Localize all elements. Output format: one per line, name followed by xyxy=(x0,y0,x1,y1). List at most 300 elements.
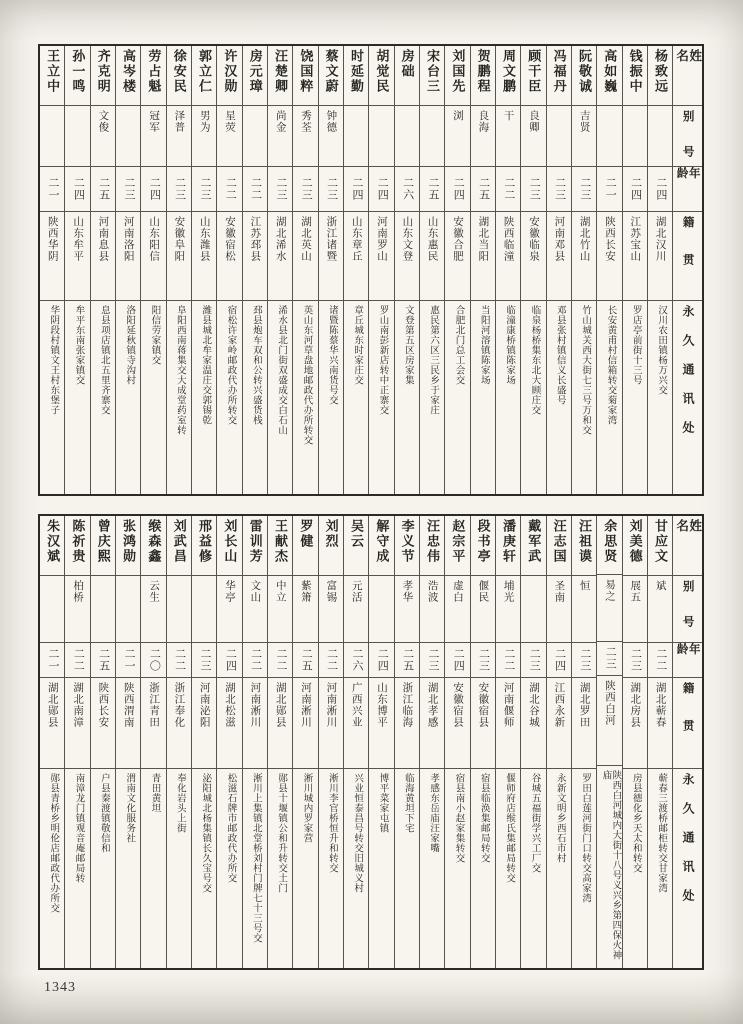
person-age: 二二 xyxy=(167,643,191,678)
person-alias: 泽普 xyxy=(167,106,191,167)
person-age: 二二 xyxy=(319,643,343,678)
person-address: 宿县临涣集邮局转交 xyxy=(478,773,489,863)
person-age: 二三 xyxy=(293,167,317,212)
person-age: 二二 xyxy=(243,167,267,212)
person-column xyxy=(115,46,140,494)
person-name: 解守成 xyxy=(369,516,393,576)
header-address-label: 永久通讯处 xyxy=(680,773,695,918)
person-alias: 干 xyxy=(496,106,520,167)
person-origin: 陕西白河 xyxy=(597,676,621,766)
person-alias xyxy=(116,576,140,643)
person-name: 潘庚轩 xyxy=(496,516,520,576)
person-alias: 文山 xyxy=(243,576,267,643)
person-alias: 云生 xyxy=(141,576,165,643)
person-address: 房县德化乡天太和转交 xyxy=(630,773,641,873)
person-name: 曾庆熙 xyxy=(91,516,115,576)
person-origin: 湖北当阳 xyxy=(471,212,495,301)
person-alias: 良海 xyxy=(471,106,495,167)
person-alias: 浏 xyxy=(445,106,469,167)
person-name: 贺鹏程 xyxy=(471,46,495,106)
person-origin: 湖北英山 xyxy=(293,212,317,301)
person-age: 二三 xyxy=(623,643,647,678)
header-name-label: 姓 名 xyxy=(673,46,702,106)
person-age: 二二 xyxy=(243,643,267,678)
person-alias: 柏桥 xyxy=(65,576,89,643)
person-column xyxy=(140,46,165,494)
person-column xyxy=(546,46,571,494)
person-name: 刘美德 xyxy=(623,516,647,576)
person-address: 奉化岩头上街 xyxy=(174,773,185,833)
person-alias: 恒 xyxy=(572,576,596,643)
person-column xyxy=(622,516,647,968)
person-age: 二三 xyxy=(116,167,140,212)
person-address: 罗山南彭新店转中正寨交 xyxy=(377,305,388,415)
person-name: 雷训芳 xyxy=(243,516,267,576)
person-alias xyxy=(395,106,419,167)
person-origin: 湖北南漳 xyxy=(65,678,89,769)
person-address: 诸暨陈蔡华兴南货号交 xyxy=(326,305,337,405)
person-address: 松滋石牌市邮政代办所交 xyxy=(225,773,236,883)
person-name: 徐安民 xyxy=(167,46,191,106)
person-column xyxy=(90,516,115,968)
person-name: 饶国粹 xyxy=(293,46,317,106)
person-origin: 山东阳信 xyxy=(141,212,165,301)
person-name: 许汉勋 xyxy=(217,46,241,106)
person-name: 钱振中 xyxy=(623,46,647,106)
person-address: 淅川城内罗家营 xyxy=(301,773,312,843)
person-address: 偃师府店缑氏集邮局转交 xyxy=(504,773,515,883)
person-address: 南漳龙门镇观音庵邮局转 xyxy=(73,773,84,883)
person-address: 临潼康桥镇陈家场 xyxy=(504,305,515,385)
person-address: 淅川李官桥恒升和转交 xyxy=(326,773,337,873)
person-origin: 陕西长安 xyxy=(91,678,115,769)
person-column xyxy=(419,46,444,494)
directory-table-top xyxy=(38,44,704,496)
person-column xyxy=(40,516,64,968)
person-origin: 湖北浠水 xyxy=(268,212,292,301)
person-age: 二三 xyxy=(319,167,343,212)
person-name: 陈祈贵 xyxy=(65,516,89,576)
header-age-label: 年 龄 xyxy=(673,167,702,212)
person-alias: 吉贤 xyxy=(572,106,596,167)
row-header-column xyxy=(672,516,702,968)
person-origin: 山东博平 xyxy=(369,678,393,769)
person-alias xyxy=(369,106,393,167)
person-column xyxy=(318,46,343,494)
person-origin: 湖北孝感 xyxy=(420,678,444,769)
person-name: 汪忠伟 xyxy=(420,516,444,576)
person-age: 二四 xyxy=(623,167,647,212)
person-name: 齐克明 xyxy=(91,46,115,106)
person-address: 当阳河溶镇陈家场 xyxy=(478,305,489,385)
person-column xyxy=(191,516,216,968)
person-column xyxy=(419,516,444,968)
person-address: 兴业恒泰昌号转交旧城义村 xyxy=(352,773,363,893)
person-origin: 湖北罗田 xyxy=(572,678,596,769)
person-age: 二五 xyxy=(395,643,419,678)
person-name: 吴云 xyxy=(344,516,368,576)
person-origin: 陕西渭南 xyxy=(116,678,140,769)
person-age: 二一 xyxy=(40,643,64,678)
person-origin: 江苏邳县 xyxy=(243,212,267,301)
person-age: 二三 xyxy=(268,167,292,212)
person-column xyxy=(115,516,140,968)
person-age: 二四 xyxy=(648,167,672,212)
person-age: 二三 xyxy=(572,643,596,678)
person-column xyxy=(318,516,343,968)
header-alias-label: 别 号 xyxy=(673,576,702,643)
person-alias: 埔光 xyxy=(496,576,520,643)
person-age: 二四 xyxy=(369,167,393,212)
person-origin: 湖北蕲春 xyxy=(648,678,672,769)
person-name: 汪志国 xyxy=(547,516,571,576)
person-origin: 山东章丘 xyxy=(344,212,368,301)
person-age: 二四 xyxy=(344,167,368,212)
person-origin: 陕西临潼 xyxy=(496,212,520,301)
person-age: 二二 xyxy=(65,643,89,678)
person-origin: 河南邓县 xyxy=(547,212,571,301)
person-origin: 河南洛阳 xyxy=(116,212,140,301)
person-column xyxy=(216,516,241,968)
person-age: 二三 xyxy=(572,167,596,212)
person-column xyxy=(596,516,621,968)
header-origin-label: 籍 贯 xyxy=(673,678,702,769)
person-name: 刘烈 xyxy=(319,516,343,576)
person-age: 二六 xyxy=(395,167,419,212)
person-age: 二三 xyxy=(192,643,216,678)
person-alias xyxy=(192,576,216,643)
person-origin: 湖北竹山 xyxy=(572,212,596,301)
person-age: 二二 xyxy=(496,167,520,212)
person-name: 张鸿勋 xyxy=(116,516,140,576)
person-address: 泌阳城北杨集镇长久宝号交 xyxy=(200,773,211,893)
person-column xyxy=(242,46,267,494)
person-name: 胡觉民 xyxy=(369,46,393,106)
person-origin: 河南偃师 xyxy=(496,678,520,769)
person-age: 二六 xyxy=(344,643,368,678)
person-alias xyxy=(116,106,140,167)
person-column xyxy=(571,516,596,968)
person-address: 永新文明乡西石市村 xyxy=(554,773,565,863)
person-column xyxy=(140,516,165,968)
person-name: 王立中 xyxy=(40,46,64,106)
person-address: 临泉杨桥集东北大顾庄交 xyxy=(529,305,540,415)
person-age: 二三 xyxy=(521,643,545,678)
person-alias: 元活 xyxy=(344,576,368,643)
header-origin-label: 籍 贯 xyxy=(673,212,702,301)
person-origin: 湖北松滋 xyxy=(217,678,241,769)
person-column xyxy=(90,46,115,494)
person-age: 二三 xyxy=(547,167,571,212)
person-age: 二二 xyxy=(217,167,241,212)
person-alias xyxy=(648,106,672,167)
person-name: 劳占魁 xyxy=(141,46,165,106)
person-name: 房础 xyxy=(395,46,419,106)
person-column xyxy=(394,46,419,494)
person-alias: 尚金 xyxy=(268,106,292,167)
person-address: 青田黄坦 xyxy=(149,773,160,813)
person-address: 息县项店镇北五里齐寨交 xyxy=(98,305,109,415)
person-name: 余思贤 xyxy=(597,516,621,575)
person-alias: 中立 xyxy=(268,576,292,643)
person-address: 文登第五区房家集 xyxy=(402,305,413,385)
person-alias: 钟德 xyxy=(319,106,343,167)
person-alias xyxy=(623,106,647,167)
person-age: 二一 xyxy=(116,643,140,678)
person-origin: 山东文登 xyxy=(395,212,419,301)
person-column xyxy=(546,516,571,968)
person-address: 竹山城关西大街七三号万和交 xyxy=(580,305,591,435)
person-origin: 安徽临泉 xyxy=(521,212,545,301)
person-address: 罗田白莲河街门口转交高家湾 xyxy=(580,773,591,903)
person-age: 二三 xyxy=(167,167,191,212)
person-address: 洛阳延秋镇寺沟村 xyxy=(124,305,135,385)
person-column xyxy=(520,46,545,494)
person-age: 二四 xyxy=(547,643,571,678)
person-address: 阳信劳家镇交 xyxy=(149,305,160,365)
page-number: 1343 xyxy=(44,980,76,995)
person-column xyxy=(394,516,419,968)
person-name: 李义节 xyxy=(395,516,419,576)
person-alias: 文俊 xyxy=(91,106,115,167)
person-column xyxy=(495,516,520,968)
person-name: 顾干臣 xyxy=(521,46,545,106)
person-name: 周文鹏 xyxy=(496,46,520,106)
person-origin: 湖北汉川 xyxy=(648,212,672,301)
person-origin: 山东潍县 xyxy=(192,212,216,301)
person-origin: 陕西长安 xyxy=(597,212,621,301)
person-origin: 湖北郧县 xyxy=(40,678,64,769)
person-alias xyxy=(344,106,368,167)
person-column xyxy=(647,46,672,494)
person-origin: 河南泌阳 xyxy=(192,678,216,769)
person-address: 蕲春三渡桥邮柜转交甘家湾 xyxy=(656,773,667,893)
person-name: 段书亭 xyxy=(471,516,495,576)
person-name: 戴军武 xyxy=(521,516,545,576)
person-alias: 富锡 xyxy=(319,576,343,643)
person-column xyxy=(647,516,672,968)
person-address: 邓县张村镇信义长盛号 xyxy=(554,305,565,405)
person-address: 牟平东南张家镇交 xyxy=(73,305,84,385)
person-alias xyxy=(521,576,545,643)
person-column xyxy=(267,46,292,494)
person-alias: 易之 xyxy=(597,575,621,641)
person-origin: 湖北郧县 xyxy=(268,678,292,769)
person-age: 二三 xyxy=(471,643,495,678)
person-alias: 紫箫 xyxy=(293,576,317,643)
person-column xyxy=(571,46,596,494)
person-origin: 安徽宿县 xyxy=(471,678,495,769)
person-column xyxy=(292,516,317,968)
person-origin: 河南淅川 xyxy=(243,678,267,769)
person-name: 冯福丹 xyxy=(547,46,571,106)
person-alias xyxy=(65,106,89,167)
person-column xyxy=(495,46,520,494)
person-column xyxy=(242,516,267,968)
person-name: 甘应文 xyxy=(648,516,672,576)
person-origin: 浙江奉化 xyxy=(167,678,191,769)
person-name: 孙一鸣 xyxy=(65,46,89,106)
person-alias: 浩波 xyxy=(420,576,444,643)
directory-table-bottom xyxy=(38,514,704,970)
person-age: 二二 xyxy=(268,643,292,678)
person-address: 博平菜家屯镇 xyxy=(377,773,388,833)
person-column xyxy=(40,46,64,494)
person-name: 汪祖谟 xyxy=(572,516,596,576)
person-age: 二五 xyxy=(91,643,115,678)
person-column xyxy=(267,516,292,968)
header-address-label: 永久通讯处 xyxy=(680,305,695,450)
person-origin: 河南淅川 xyxy=(293,678,317,769)
person-alias: 展五 xyxy=(623,576,647,643)
person-address: 合肥北门总工会交 xyxy=(453,305,464,385)
person-age: 二四 xyxy=(445,167,469,212)
person-alias: 孝华 xyxy=(395,576,419,643)
person-origin: 广西兴业 xyxy=(344,678,368,769)
person-age: 二三 xyxy=(597,642,621,677)
person-age: 二二 xyxy=(496,643,520,678)
person-alias: 偃民 xyxy=(471,576,495,643)
person-alias: 虚白 xyxy=(445,576,469,643)
person-origin: 山东牟平 xyxy=(65,212,89,301)
person-address: 浠水县北门街双盛成交白石山 xyxy=(276,305,287,435)
person-age: 二四 xyxy=(445,643,469,678)
person-origin: 浙江诸暨 xyxy=(319,212,343,301)
person-address: 阜阳西南蒋集交大成堂药室转 xyxy=(174,305,185,435)
person-column xyxy=(596,46,621,494)
person-origin: 河南罗山 xyxy=(369,212,393,301)
person-age: 二四 xyxy=(141,167,165,212)
person-column xyxy=(444,516,469,968)
header-alias-label: 别 号 xyxy=(673,106,702,167)
person-origin: 浙江青田 xyxy=(141,678,165,769)
person-origin: 安徽宿松 xyxy=(217,212,241,301)
person-alias xyxy=(547,106,571,167)
person-name: 蔡文蔚 xyxy=(319,46,343,106)
person-name: 高如巍 xyxy=(597,46,621,106)
person-column xyxy=(166,46,191,494)
person-origin: 湖北房县 xyxy=(623,678,647,769)
person-age: 二五 xyxy=(471,167,495,212)
person-origin: 浙江临海 xyxy=(395,678,419,769)
person-column xyxy=(470,46,495,494)
person-column xyxy=(368,46,393,494)
person-origin: 河南息县 xyxy=(91,212,115,301)
person-alias xyxy=(91,576,115,643)
person-address: 长安黄甫村信箱转交菊家湾 xyxy=(605,305,616,425)
person-column xyxy=(368,516,393,968)
person-name: 刘国先 xyxy=(445,46,469,106)
person-address: 渭南文化服务社 xyxy=(124,773,135,843)
person-name: 阮敬诚 xyxy=(572,46,596,106)
person-age: 二〇 xyxy=(141,643,165,678)
person-name: 缑森鑫 xyxy=(141,516,165,576)
person-name: 房元璋 xyxy=(243,46,267,106)
person-address: 孝感东岳庙汪家嘴 xyxy=(428,773,439,853)
person-origin: 安徽合肥 xyxy=(445,212,469,301)
person-address: 宿县南小赵家集转交 xyxy=(453,773,464,863)
person-origin: 河南淅川 xyxy=(319,678,343,769)
person-alias xyxy=(40,106,64,167)
person-name: 刘武昌 xyxy=(167,516,191,576)
person-address: 罗店亭前街十三号 xyxy=(630,305,641,385)
person-address: 英山东河草盘地邮政代办所转交 xyxy=(301,305,312,445)
person-alias: 圣南 xyxy=(547,576,571,643)
person-name: 王献杰 xyxy=(268,516,292,576)
person-column xyxy=(520,516,545,968)
person-alias: 男为 xyxy=(192,106,216,167)
person-name: 罗健 xyxy=(293,516,317,576)
person-age: 二四 xyxy=(369,643,393,678)
person-age: 二五 xyxy=(91,167,115,212)
person-name: 宋台三 xyxy=(420,46,444,106)
person-name: 刘长山 xyxy=(217,516,241,576)
person-alias: 斌 xyxy=(648,576,672,643)
person-name: 赵宗平 xyxy=(445,516,469,576)
person-address: 汉川农田镇杨万兴交 xyxy=(656,305,667,395)
person-address: 华阴段村镇文王村东堡子 xyxy=(48,305,59,415)
person-address: 郧县十堰镇公和升转交土门 xyxy=(276,773,287,893)
person-name: 高岑楼 xyxy=(116,46,140,106)
person-name: 杨致远 xyxy=(648,46,672,106)
header-age-label: 年 龄 xyxy=(673,643,702,678)
person-origin: 安徽宿县 xyxy=(445,678,469,769)
person-column xyxy=(216,46,241,494)
person-age: 二三 xyxy=(420,643,444,678)
person-age: 二五 xyxy=(420,167,444,212)
person-column xyxy=(64,516,89,968)
person-age: 二四 xyxy=(65,167,89,212)
person-column xyxy=(64,46,89,494)
person-origin: 江西永新 xyxy=(547,678,571,769)
person-origin: 安徽阜阳 xyxy=(167,212,191,301)
person-column xyxy=(470,516,495,968)
person-address: 章丘城东时家庄交 xyxy=(352,305,363,385)
person-age: 二三 xyxy=(192,167,216,212)
person-alias xyxy=(597,106,621,167)
person-alias: 星荧 xyxy=(217,106,241,167)
row-header-column xyxy=(672,46,702,494)
person-age: 二二 xyxy=(648,643,672,678)
person-name: 邢益修 xyxy=(192,516,216,576)
person-alias xyxy=(167,576,191,643)
person-name: 郭立仁 xyxy=(192,46,216,106)
person-column xyxy=(166,516,191,968)
person-alias: 良卿 xyxy=(521,106,545,167)
person-address: 惠民第六区三民乡于家庄 xyxy=(428,305,439,415)
person-alias xyxy=(420,106,444,167)
person-address: 户县秦渡镇敬信和 xyxy=(98,773,109,853)
person-age: 二一 xyxy=(40,167,64,212)
person-column xyxy=(343,46,368,494)
person-name: 汪楚卿 xyxy=(268,46,292,106)
person-address: 潍县城北牟家温庄交郭锡乾 xyxy=(200,305,211,425)
person-name: 朱汉斌 xyxy=(40,516,64,576)
person-alias xyxy=(243,106,267,167)
person-alias: 秀荃 xyxy=(293,106,317,167)
person-column xyxy=(191,46,216,494)
person-age: 二五 xyxy=(293,643,317,678)
person-origin: 湖北谷城 xyxy=(521,678,545,769)
person-name: 时延勤 xyxy=(344,46,368,106)
person-address: 宿松许家岭邮政代办所转交 xyxy=(225,305,236,425)
person-address: 邳县炮车双和公转兴盛货栈 xyxy=(250,305,261,425)
person-column xyxy=(343,516,368,968)
person-address: 谷城五福街学兴工厂交 xyxy=(529,773,540,873)
person-origin: 陕西华阴 xyxy=(40,212,64,301)
person-origin: 江苏宝山 xyxy=(623,212,647,301)
person-address: 临海黄坦下宅 xyxy=(402,773,413,833)
